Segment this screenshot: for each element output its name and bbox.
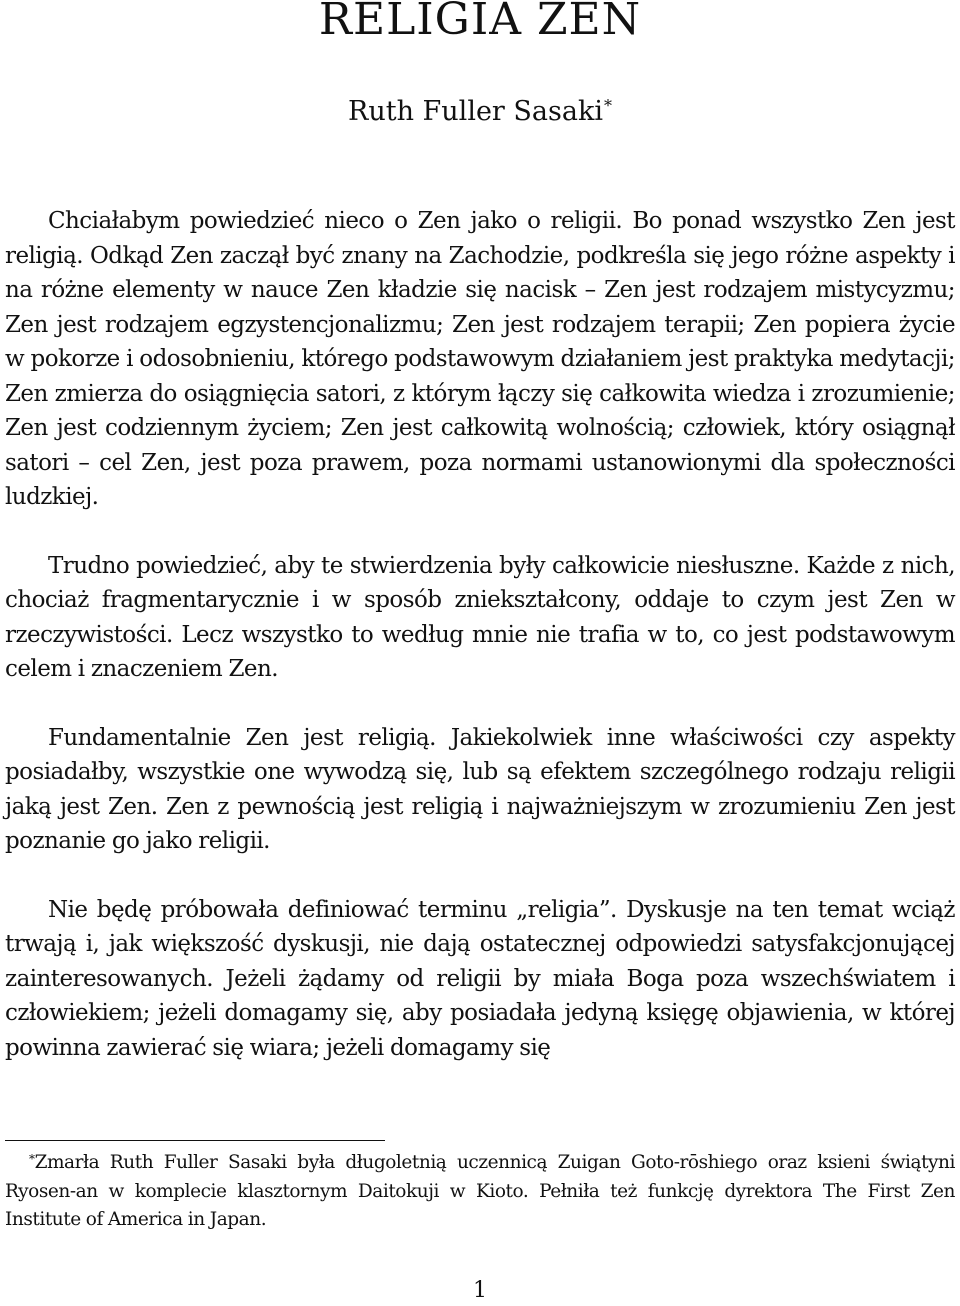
footnote-mark: * bbox=[29, 1152, 35, 1166]
author-name: Ruth Fuller Sasaki bbox=[348, 96, 603, 127]
author-footnote-mark: * bbox=[603, 96, 612, 115]
paragraph-3: Fundamentalnie Zen jest religią. Jakiekolwiek inne właściwości czy aspekty posiadałby, wszystkie one wywodzą się, lub są efektem szczególnego rodzaju religii jaką jest Zen. Zen z pewnością jest religią i najważniejszym w zrozumieniu Zen jest poznanie go jako religii. bbox=[5, 724, 955, 854]
paragraph-1: Chciałabym powiedzieć nieco o Zen jako o religii. Bo ponad wszystko Zen jest religią. Odkąd Zen zaczął być znany na Zachodzie, podkreśla się jego różne aspekty i na różne elementy w nauce Zen kładzie się nacisk – Zen jest rodzajem mistycyzmu; Zen jest rodzajem egzystencjonalizmu; Zen jest rodzajem terapii; Zen popiera życie w pokorze i odosobnieniu, którego podstawowym działaniem jest praktyka medytacji; Zen zmierza do osiągnięcia satori, z którym łączy się całkowita wiedza i zrozumienie; Zen jest codziennym życiem; Zen jest całkowitą wolnością; człowiek, który osiągnął satori – cel Zen, jest poza prawem, poza normami ustanowionymi dla społeczności ludzkiej. bbox=[5, 208, 955, 510]
body-text bbox=[5, 204, 955, 1065]
footnote-text: Zmarła Ruth Fuller Sasaki była długoletnią uczennicą Zuigan Goto-rōshiego oraz ksieni świątyni Ryosen-an w komplecie klasztornym Daitokuji w Kioto. Pełniła też funkcję dyrektora The First Zen Institute of America in Japan. bbox=[5, 1152, 955, 1230]
footnote-rule bbox=[5, 1140, 385, 1141]
footnote bbox=[5, 1149, 955, 1235]
document-page bbox=[5, 0, 955, 1304]
author-line bbox=[5, 90, 955, 134]
page-number: 1 bbox=[473, 1278, 487, 1303]
document-title: RELIGIA ZEN bbox=[318, 0, 642, 45]
paragraph-4: Nie będę próbowała definiować terminu „religia”. Dyskusje na ten temat wciąż trwają i, jak większość dyskusji, nie dają ostatecznej odpowiedzi satysfakcjonującej zainteresowanych. Jeżeli żądamy od religii by miała Boga poza wszechświatem i człowiekiem; jeżeli domagamy się, aby posiadała jedyną księgę objawienia, w której powinna zawierać się wiara; jeżeli domagamy się bbox=[5, 896, 955, 1061]
paragraph-2: Trudno powiedzieć, aby te stwierdzenia były całkowicie niesłuszne. Każde z nich, chociaż fragmentarycznie i w sposób zniekształcony, oddaje to czym jest Zen w rzeczywistości. Lecz wszystko to według mnie nie trafia w to, co jest podstawowym celem i znaczeniem Zen. bbox=[5, 552, 955, 682]
